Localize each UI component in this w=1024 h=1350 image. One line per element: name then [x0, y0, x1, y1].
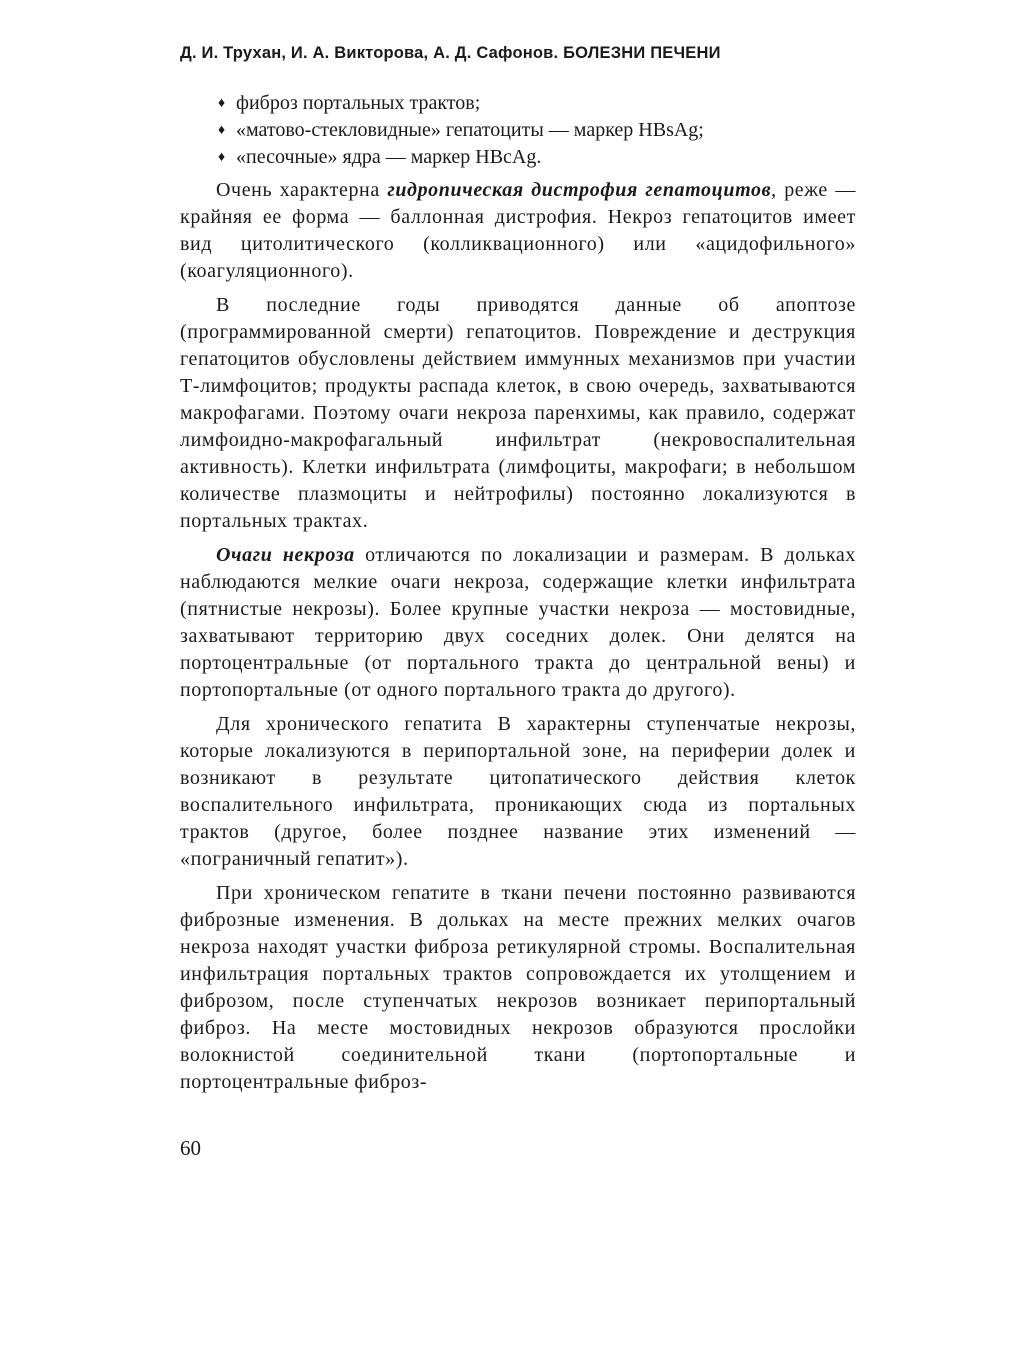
- paragraph-fibrosis: При хроническом гепатите в ткани печени постоянно развиваются фиброзные изменения. В дольках на месте прежних мелких очагов некроза находят участки фиброза ретикулярной стромы. Воспалительная инфильтрация портальных трактов сопровождается их утолщением и фиброзом, после ступенчатых некрозов возникает перипортальный фиброз. На месте мостовидных некрозов образуются прослойки волокнистой соединительной ткани (портопортальные и портоцентральные фиброз-: [180, 882, 856, 1093]
- diamond-bullet-icon: ♦: [218, 123, 226, 138]
- body-text: [180, 90, 856, 1103]
- paragraph-text: отличаются по локализации и размерам. В дольках наблюдаются мелкие очаги некроза, содержащие клетки инфильтрата (пятнистые некрозы). Более крупные участки некроза — мостовидные, захватывают территорию двух соседних долек. Они делятся на портоцентральные (от портального тракта до центральной вены) и портопортальные (от одного портального тракта до другого).: [180, 544, 857, 701]
- list-item-text: фиброз портальных трактов;: [236, 92, 481, 114]
- emphasis-term: гидропическая дистрофия гепатоцитов: [387, 179, 772, 201]
- page-number: 60: [180, 1136, 201, 1160]
- paragraph-dystrophy: [180, 177, 856, 285]
- list-item-text: «песочные» ядра — маркер HBcAg.: [236, 146, 542, 168]
- list-item: [180, 117, 856, 144]
- emphasis-term: Очаги некроза: [216, 544, 355, 566]
- list-item: [180, 144, 856, 171]
- paragraph-text: , реже — крайняя ее форма — баллонная дистрофия. Некроз гепатоцитов имеет вид цитолитического (колликвационного) или «ацидофильного» (коагуляционного).: [180, 179, 857, 282]
- bullet-list: [180, 90, 856, 171]
- paragraph-stepwise-necrosis: Для хронического гепатита В характерны ступенчатые некрозы, которые локализуются в перипортальной зоне, на периферии долек и возникают в результате цитопатического действия клеток воспалительного инфильтрата, проникающих сюда из портальных трактов (другое, более позднее название этих изменений — «пограничный гепатит»).: [180, 713, 856, 870]
- running-head: Д. И. Трухан, И. А. Викторова, А. Д. Сафонов. БОЛЕЗНИ ПЕЧЕНИ: [180, 44, 721, 62]
- paragraph-necrosis-foci: [180, 542, 856, 704]
- diamond-bullet-icon: ♦: [218, 150, 226, 165]
- list-item: [180, 90, 856, 117]
- paragraph-text: Очень характерна: [216, 179, 388, 201]
- paragraph-apoptosis: В последние годы приводятся данные об апоптозе (программированной смерти) гепатоцитов. Повреждение и деструкция гепатоцитов обусловлены действием иммунных механизмов при участии Т-лимфоцитов; продукты распада клеток, в свою очередь, захватываются макрофагами. Поэтому очаги некроза паренхимы, как правило, содержат лимфоидно-макрофагальный инфильтрат (некровоспалительная активность). Клетки инфильтрата (лимфоциты, макрофаги; в небольшом количестве плазмоциты и нейтрофилы) постоянно локализуются в портальных трактах.: [180, 294, 856, 532]
- list-item-text: «матово-стекловидные» гепатоциты — маркер HBsAg;: [236, 119, 704, 141]
- diamond-bullet-icon: ♦: [218, 96, 226, 111]
